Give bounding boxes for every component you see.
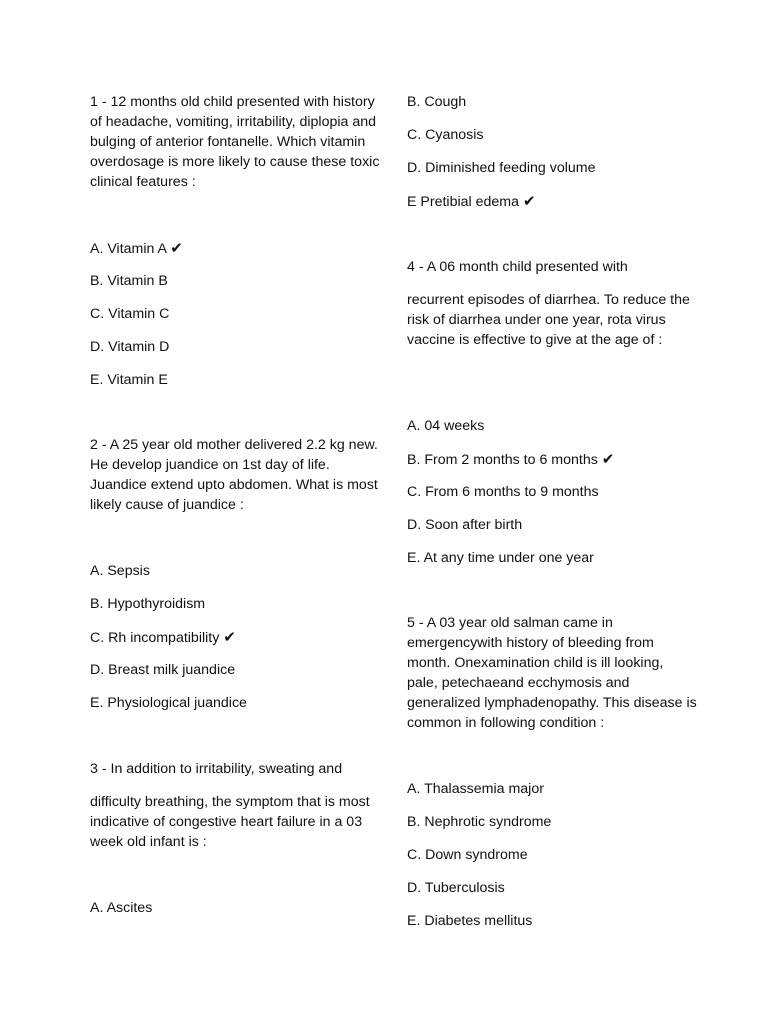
question-4-text-part2: recurrent episodes of diarrhea. To reduce the risk of diarrhea under one year, rota virus vaccine is effective to give at the age of : xyxy=(407,292,690,348)
question-2-option-b: B. Hypothyroidism xyxy=(90,596,206,612)
question-1-option-c: C. Vitamin C xyxy=(90,306,170,322)
question-5-text: 5 - A 03 year old salman came in emergencywith history of bleeding from month. Onexamination child is ill looking, pale, petechaeand ecchymosis and generalized lymphadenopathy. This disease is common in following condition : xyxy=(407,615,697,731)
question-1-option-d: D. Vitamin D xyxy=(90,339,170,355)
question-1-text: 1 - 12 months old child presented with history of headache, vomiting, irritability, diplopia and bulging of anterior fontanelle. Which vitamin overdosage is more likely to cause these toxic clinical features : xyxy=(90,94,380,190)
question-5-option-b: B. Nephrotic syndrome xyxy=(407,814,552,830)
question-5-option-e: E. Diabetes mellitus xyxy=(407,913,533,929)
question-3-text-part1: 3 - In addition to irritability, sweating and xyxy=(90,761,343,777)
question-3-option-b: B. Cough xyxy=(407,94,467,110)
option-label: A. Vitamin A xyxy=(90,241,167,257)
question-4-option-c: C. From 6 months to 9 months xyxy=(407,484,599,500)
question-4-option-a: A. 04 weeks xyxy=(407,418,485,434)
question-3-option-e xyxy=(407,191,536,212)
question-4-text-part1: 4 - A 06 month child presented with xyxy=(407,259,628,275)
question-3-option-d: D. Diminished feeding volume xyxy=(407,160,596,176)
question-2-option-e: E. Physiological juandice xyxy=(90,695,247,711)
question-3-option-c: C. Cyanosis xyxy=(407,127,484,143)
question-5-option-a: A. Thalassemia major xyxy=(407,781,544,797)
question-5-option-d: D. Tuberculosis xyxy=(407,880,505,896)
question-3-text-part2: difficulty breathing, the symptom that is most indicative of congestive heart failure in a 03 week old infant is : xyxy=(90,794,370,850)
question-5-option-c: C. Down syndrome xyxy=(407,847,528,863)
check-mark-icon: ✔ xyxy=(223,628,236,646)
question-1-option-a xyxy=(90,238,183,259)
question-2-option-d: D. Breast milk juandice xyxy=(90,662,236,678)
question-2-option-c xyxy=(90,627,236,648)
option-label: C. Rh incompatibility xyxy=(90,630,220,646)
check-mark-icon: ✔ xyxy=(601,450,615,468)
question-4-option-d: D. Soon after birth xyxy=(407,517,523,533)
check-mark-icon: ✔ xyxy=(170,239,183,257)
option-label: B. From 2 months to 6 months xyxy=(407,452,598,468)
option-label: E Pretibial edema xyxy=(407,194,519,210)
question-1-option-b: B. Vitamin B xyxy=(90,273,168,289)
question-4-option-e: E. At any time under one year xyxy=(407,550,594,566)
question-3-option-a: A. Ascites xyxy=(90,900,153,916)
question-2-option-a: A. Sepsis xyxy=(90,563,150,579)
question-2-text: 2 - A 25 year old mother delivered 2.2 kg new. He develop juandice on 1st day of life. Juandice extend upto abdomen. What is most likely cause of juandice : xyxy=(90,437,378,513)
question-4-option-b xyxy=(407,449,614,470)
check-mark-icon: ✔ xyxy=(522,192,536,210)
question-1-option-e: E. Vitamin E xyxy=(90,372,168,388)
